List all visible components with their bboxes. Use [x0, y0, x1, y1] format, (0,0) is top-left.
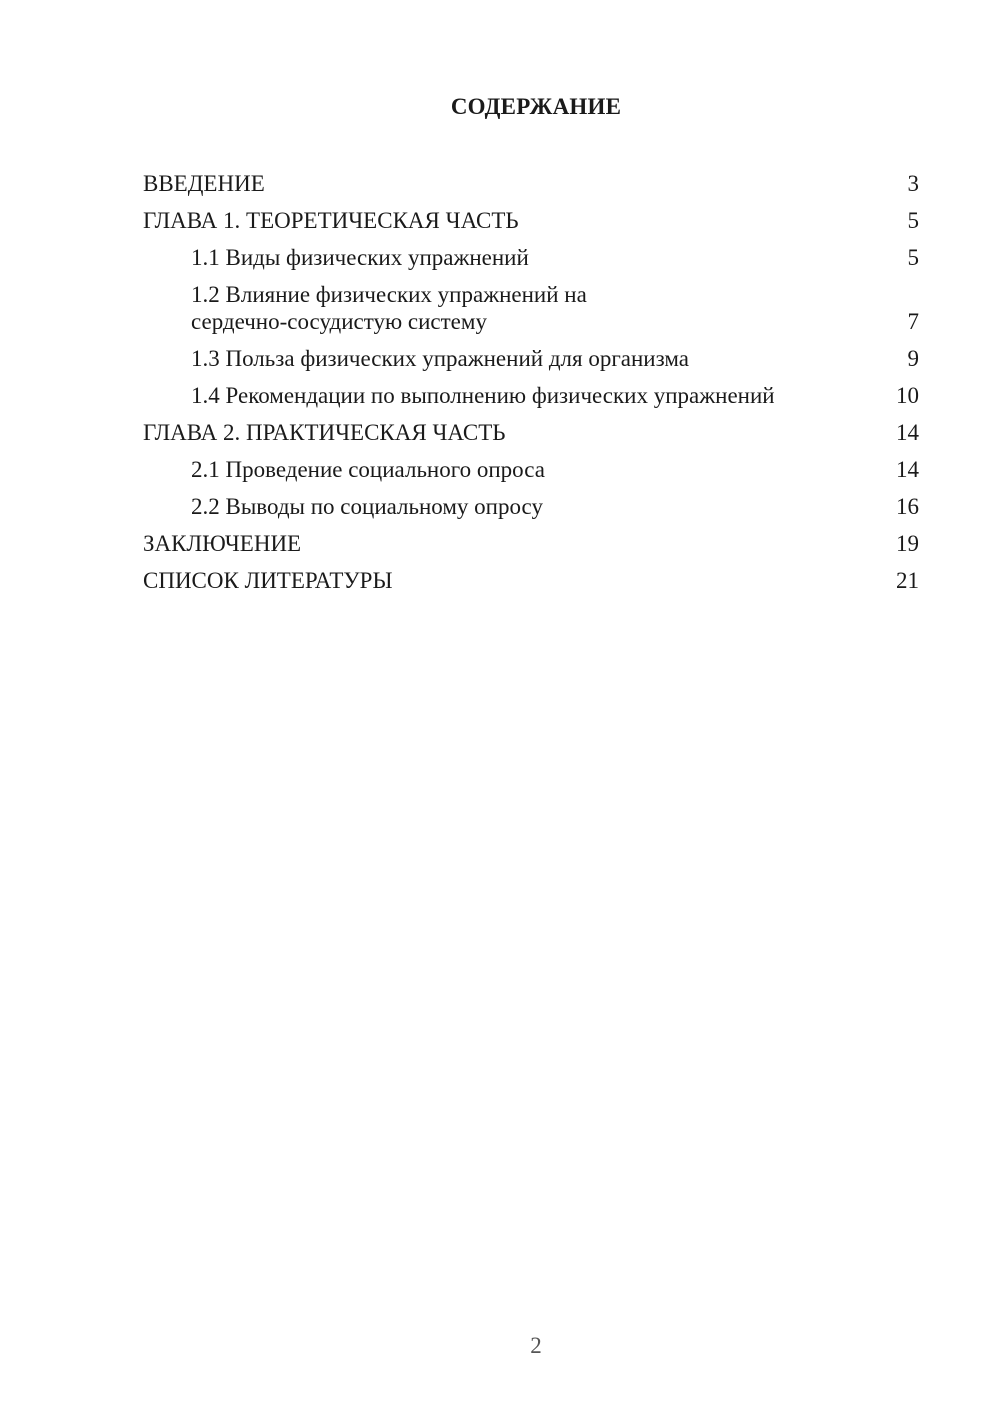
- toc-entry-page: 14: [896, 420, 919, 445]
- toc-entry-text: ВВЕДЕНИЕ: [143, 171, 265, 196]
- toc-entry-text: ГЛАВА 1. ТЕОРЕТИЧЕСКАЯ ЧАСТЬ: [143, 208, 519, 233]
- toc-entry-bibliography: [143, 567, 919, 594]
- toc-entry-page: 5: [907, 245, 919, 270]
- toc-title: СОДЕРЖАНИЕ: [450, 94, 622, 119]
- toc-entry-text: 1.1 Виды физических упражнений: [191, 245, 529, 270]
- toc-entry-1-2: [143, 281, 919, 335]
- toc-entry-introduction: [143, 170, 919, 197]
- toc-entry-text: СПИСОК ЛИТЕРАТУРЫ: [143, 568, 393, 593]
- toc-entry-page: 7: [907, 309, 919, 334]
- table-of-contents: [143, 170, 919, 604]
- toc-entry-text: 2.1 Проведение социального опроса: [191, 457, 545, 482]
- toc-entry-text: ЗАКЛЮЧЕНИЕ: [143, 531, 302, 556]
- toc-entry-page: 5: [907, 208, 919, 233]
- page-number: 2: [530, 1333, 542, 1358]
- toc-entry-page: 21: [896, 568, 919, 593]
- toc-entry-page: 16: [896, 494, 919, 519]
- toc-entry-text: 1.3 Польза физических упражнений для организма: [191, 346, 689, 371]
- toc-entry-page: 14: [896, 457, 919, 482]
- toc-entry-page: 9: [907, 346, 919, 371]
- toc-entry-conclusion: [143, 530, 919, 557]
- toc-entry-page: 19: [896, 531, 919, 556]
- toc-entry-chapter-1: [143, 207, 919, 234]
- toc-entry-2-1: [143, 456, 919, 483]
- toc-entry-page: 3: [907, 171, 919, 196]
- toc-entry-text: ГЛАВА 2. ПРАКТИЧЕСКАЯ ЧАСТЬ: [143, 420, 506, 445]
- toc-entry-1-3: [143, 345, 919, 372]
- toc-entry-1-1: [143, 244, 919, 271]
- toc-entry-1-4: [143, 382, 919, 409]
- toc-entry-chapter-2: [143, 419, 919, 446]
- toc-entry-text: 1.2 Влияние физических упражнений на сердечно-сосудистую систему: [191, 282, 587, 334]
- toc-entry-2-2: [143, 493, 919, 520]
- toc-entry-page: 10: [896, 383, 919, 408]
- toc-entry-text: 2.2 Выводы по социальному опросу: [191, 494, 543, 519]
- toc-entry-text: 1.4 Рекомендации по выполнению физических упражнений: [191, 383, 775, 408]
